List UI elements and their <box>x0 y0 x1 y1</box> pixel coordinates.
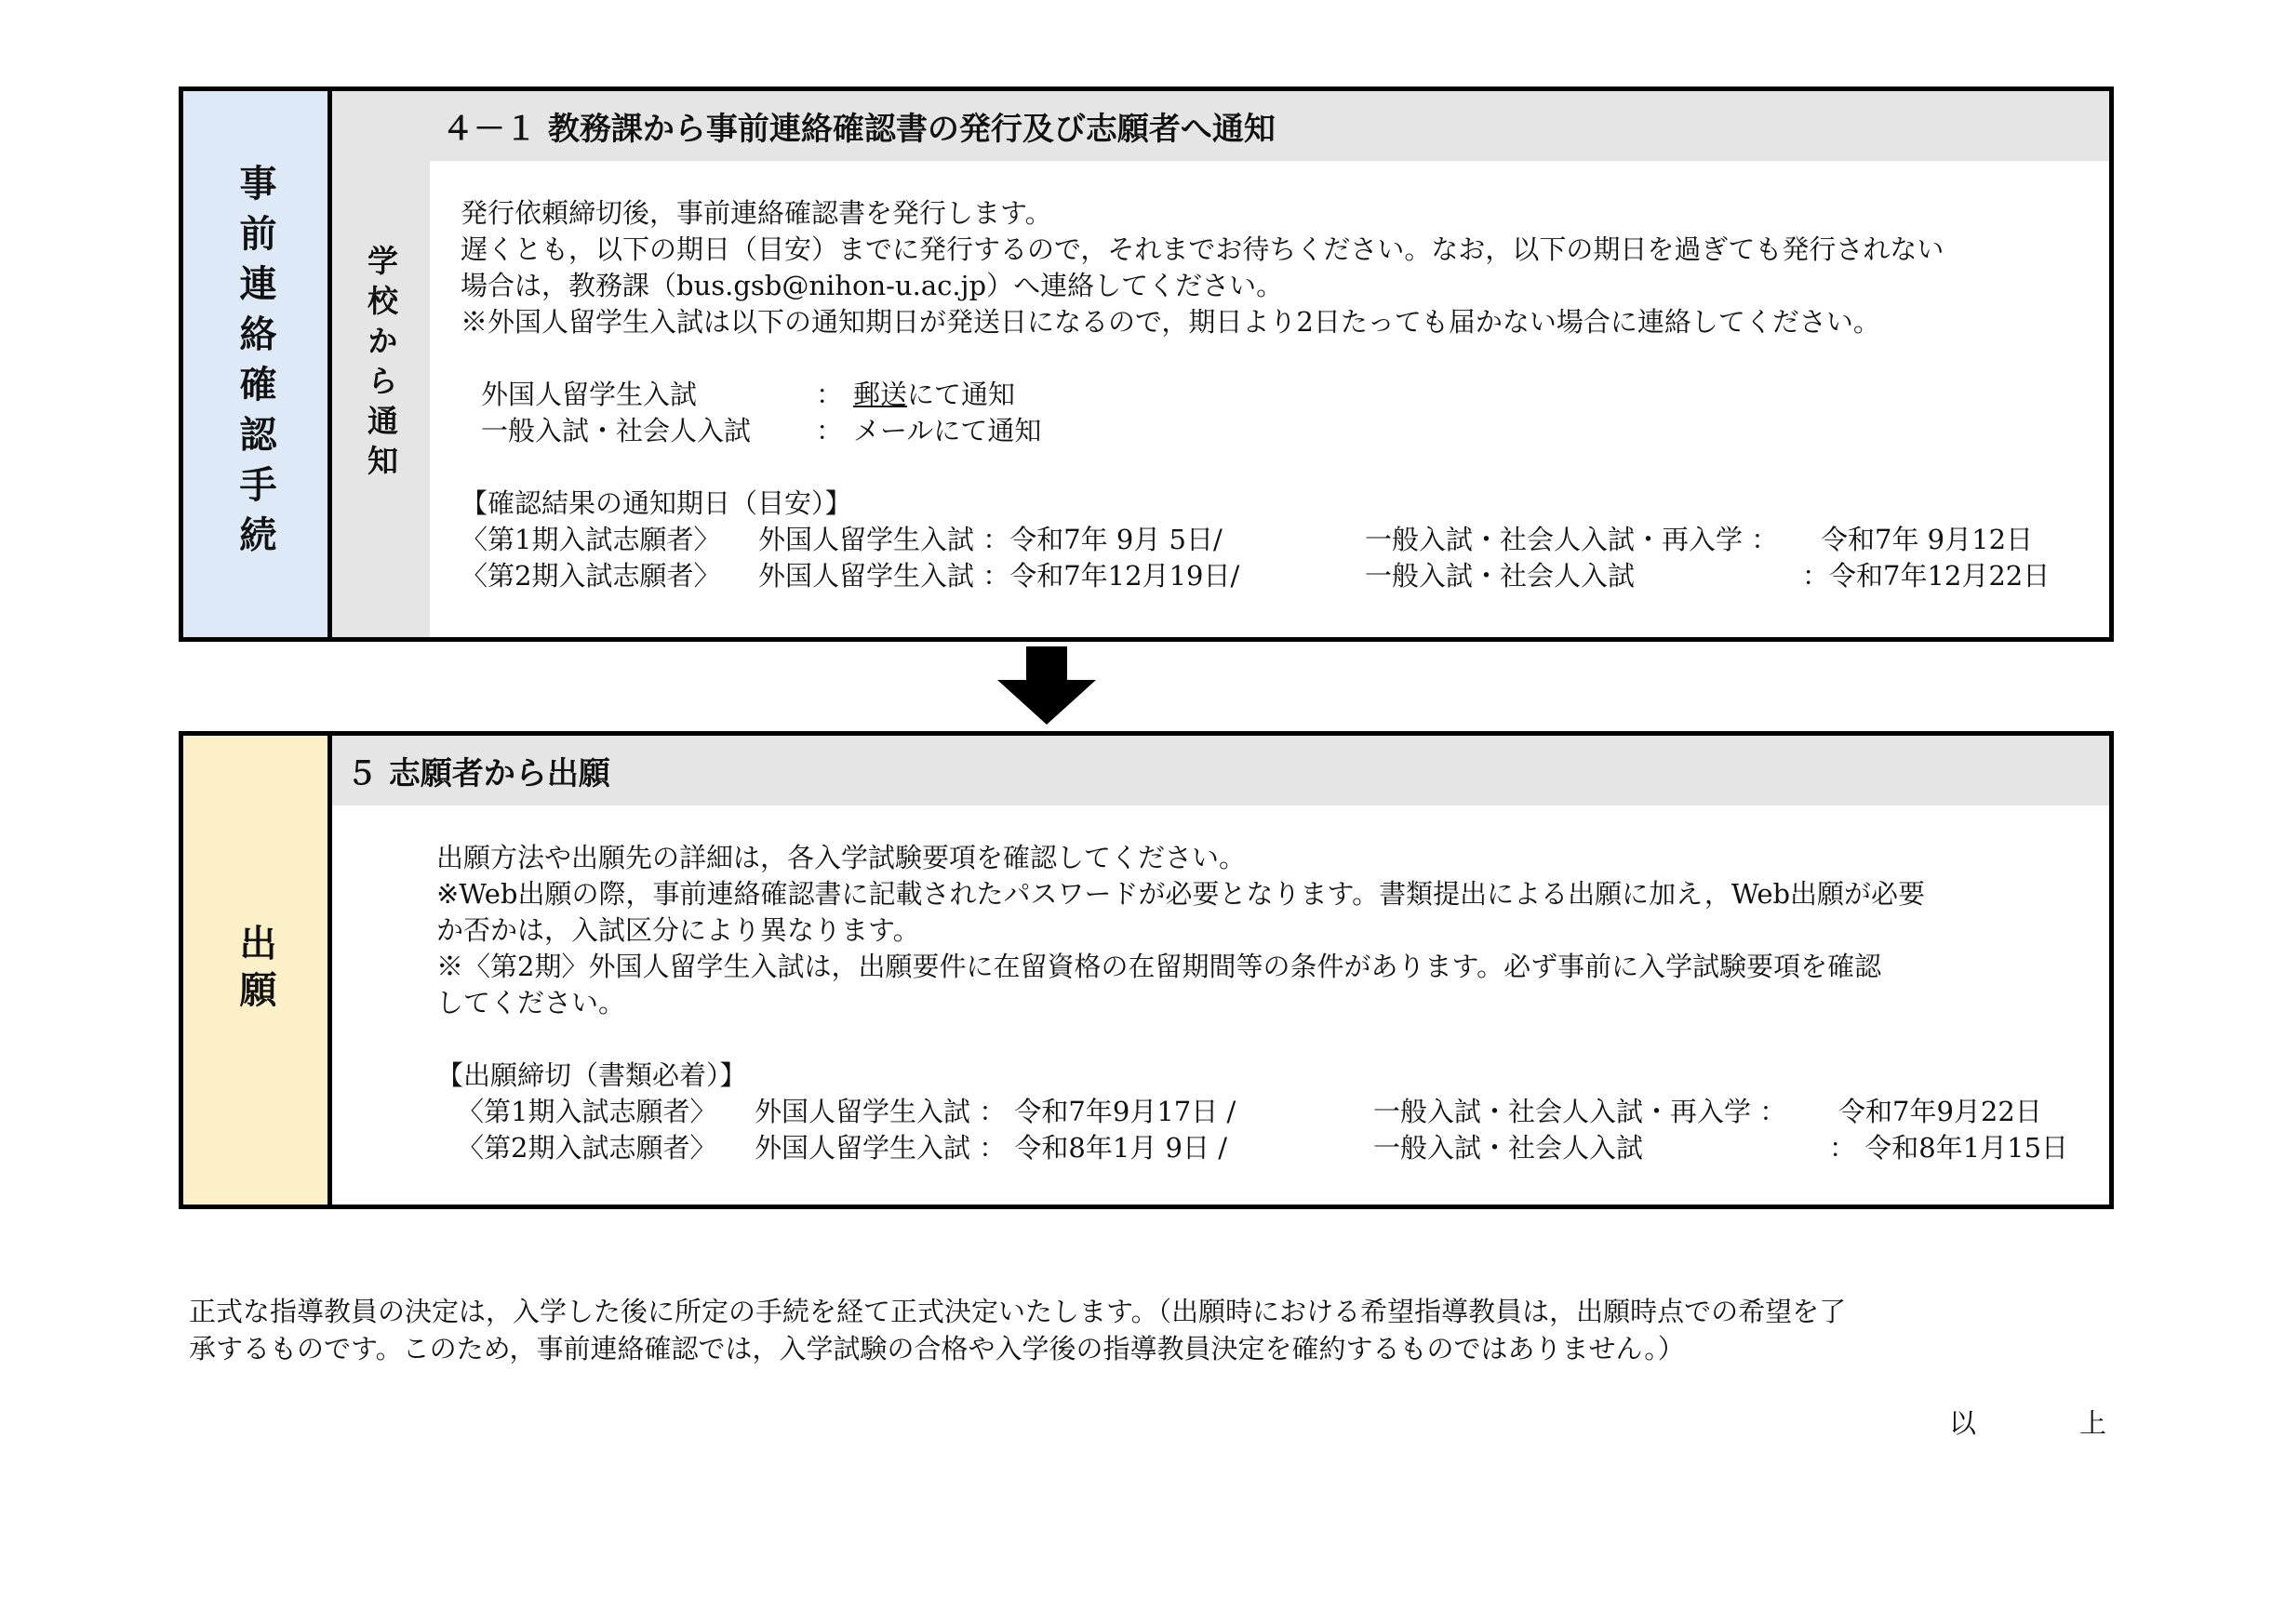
deadline-general-value: ： 令和8年1月15日 <box>1829 1132 2069 1164</box>
body-line: 出願方法や出願先の詳細は，各入学試験要項を確認してください。 <box>436 842 1247 873</box>
deadline-general: 一般入試・社会人入試・再入学 ： <box>1373 1096 1787 1127</box>
method-value: メールにて通知 <box>853 415 1042 446</box>
section-header <box>332 91 2109 161</box>
date-general-value: ：令和7年12月22日 <box>1802 560 2051 592</box>
deadline-foreign: 外国人留学生入試 ： 令和8年1月 9日 / <box>755 1132 1227 1164</box>
method-label: 一般入試・社会人入試 <box>481 415 752 446</box>
sub-label-text: 学校から通知 <box>363 244 399 485</box>
date-general: 一般入試・社会人入試・再入学 ： <box>1365 524 1779 555</box>
date-period: 〈第1期入試志願者〉 <box>461 524 721 555</box>
side-label-prior-contact <box>183 91 332 637</box>
end-mark-2: 上 <box>2079 1407 2107 1439</box>
body-line: してください。 <box>436 987 626 1018</box>
date-general: 一般入試・社会人入試 <box>1365 560 1636 592</box>
method-sep: ： <box>816 415 844 446</box>
section-notification <box>179 87 2114 642</box>
side-label-text: 出願 <box>234 924 276 1017</box>
body-line: 発行依頼締切後，事前連絡確認書を発行します。 <box>461 197 1052 229</box>
side-label-application <box>183 736 332 1205</box>
sub-label-from-school <box>332 91 430 637</box>
body-line: ※外国人留学生入試は以下の通知期日が発送日になるので，期日より2日たっても届かない場合に連絡してください。 <box>461 306 1880 338</box>
body-line: ※Web出願の際，事前連絡確認書に記載されたパスワードが必要となります。書類提出による出願に加え，Web出願が必要 <box>436 878 1926 910</box>
deadline-general: 一般入試・社会人入試 <box>1373 1132 1644 1164</box>
date-period: 〈第2期入試志願者〉 <box>461 560 721 592</box>
section-application <box>179 731 2114 1209</box>
deadline-row <box>436 1094 2068 1130</box>
end-mark-1: 以 <box>1949 1407 1977 1439</box>
body-line: か否かは，入試区分により異なります。 <box>436 914 920 946</box>
deadline-general-value: 令和7年9月22日 <box>1838 1096 2042 1127</box>
section-body <box>436 840 2068 1166</box>
deadline-period: 〈第2期入試志願者〉 <box>457 1132 717 1164</box>
deadline-foreign: 外国人留学生入試 ： 令和7年9月17日 / <box>755 1096 1236 1127</box>
deadline-row <box>436 1130 2068 1166</box>
section-body <box>461 195 2050 594</box>
dates-title: 【確認結果の通知期日（目安）】 <box>461 487 852 519</box>
body-line: 遅くとも，以下の期日（目安）までに発行するので，それまでお待ちください。なお，以下の期日を過ぎても発行されない <box>461 233 1944 265</box>
body-line: ※〈第2期〉外国人留学生入試は，出願要件に在留資格の在留期間等の条件があります。必ず事前に入学試験要項を確認 <box>436 951 1882 982</box>
date-foreign: 外国人留学生入試 ：令和7年 9月 5日/ <box>758 524 1223 555</box>
section-header-text: ５ 志願者から出願 <box>346 755 610 792</box>
arrow-down-icon <box>996 646 1098 729</box>
method-sep: ： <box>816 379 844 410</box>
date-row <box>461 558 2050 594</box>
side-label-text: 事前連絡確認手続 <box>234 163 276 566</box>
date-general-value: 令和7年 9月12日 <box>1821 524 2034 555</box>
deadline-title: 【出願締切（書類必着）】 <box>436 1059 747 1091</box>
deadline-period: 〈第1期入試志願者〉 <box>457 1096 717 1127</box>
method-underlined: 郵送 <box>853 379 908 410</box>
method-row-foreign <box>461 377 2050 413</box>
date-foreign: 外国人留学生入試 ：令和7年12月19日/ <box>758 560 1240 592</box>
method-row-general <box>461 413 2050 449</box>
method-label: 外国人留学生入試 <box>481 379 698 410</box>
note-line: 正式な指導教員の決定は，入学した後に所定の手続を経て正式決定いたします。（出願時における希望指導教員は，出願時点での希望を了 <box>189 1296 1847 1327</box>
body-line: 場合は，教務課（bus.gsb@nihon-u.ac.jp）へ連絡してください。 <box>461 270 1284 301</box>
section-application-content <box>332 736 2109 1205</box>
note-line: 承するものです。このため，事前連絡確認では，入学試験の合格や入学後の指導教員決定を確約するものではありません。） <box>189 1333 1685 1364</box>
section-header-text: ４－１ 教務課から事前連絡確認書の発行及び志願者へ通知 <box>442 111 1276 148</box>
closing-note <box>189 1293 1846 1367</box>
date-row <box>461 522 2050 558</box>
section-notification-content <box>332 91 2109 637</box>
end-mark <box>1949 1403 2106 1441</box>
section-header <box>332 736 2109 805</box>
method-rest: にて通知 <box>907 379 1016 410</box>
